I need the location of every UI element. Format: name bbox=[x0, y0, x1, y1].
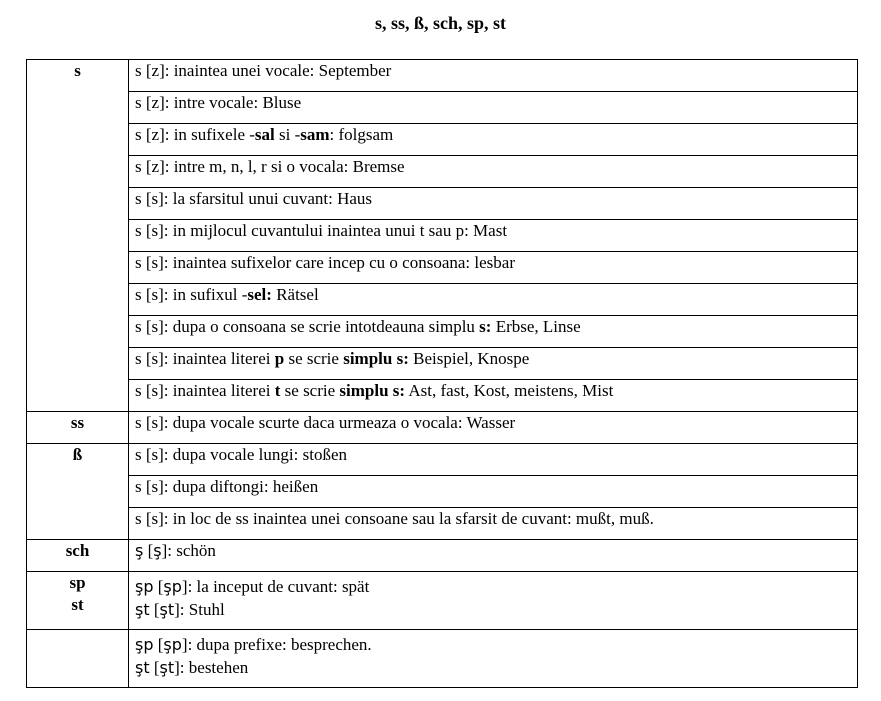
letter-key: ß bbox=[72, 445, 83, 464]
rule-description bbox=[129, 220, 858, 252]
table-row bbox=[27, 252, 858, 284]
rule-line bbox=[135, 575, 851, 598]
rule-description bbox=[129, 252, 858, 284]
text-segment: s [z]: intre m, n, l, r si o vocala: Bremse bbox=[135, 157, 405, 176]
table-row bbox=[27, 508, 858, 540]
rule-description bbox=[129, 412, 858, 444]
letter-key-cell bbox=[27, 572, 129, 630]
rule-line bbox=[135, 598, 851, 621]
table-row bbox=[27, 572, 858, 630]
bold-text: t bbox=[274, 381, 281, 400]
rule-line bbox=[135, 656, 851, 679]
phonetic-symbol: ş bbox=[135, 541, 144, 560]
text-segment: : folgsam bbox=[329, 125, 394, 144]
rule-description bbox=[129, 630, 858, 688]
phonetic-symbol: şp bbox=[135, 577, 154, 596]
bold-text: p bbox=[274, 349, 285, 368]
rule-description bbox=[129, 540, 858, 572]
table-row bbox=[27, 124, 858, 156]
text-segment: s [s]: in loc de ss inaintea unei consoane sau la sfarsit de cuvant: mußt, muß. bbox=[135, 509, 654, 528]
text-segment: s [s]: inaintea literei bbox=[135, 381, 275, 400]
rule-description bbox=[129, 444, 858, 476]
bold-text: sel: bbox=[247, 285, 272, 304]
text-segment: s [z]: inaintea unei vocale: September bbox=[135, 61, 392, 80]
rule-line bbox=[135, 633, 851, 656]
rule-description bbox=[129, 60, 858, 92]
text-segment: [ bbox=[149, 658, 160, 677]
table-row bbox=[27, 630, 858, 688]
text-segment: s [s]: dupa diftongi: heißen bbox=[135, 477, 319, 496]
rule-description bbox=[129, 508, 858, 540]
text-segment: ]: Stuhl bbox=[174, 600, 225, 619]
phonetic-symbol: şt bbox=[159, 658, 175, 677]
letter-key: sp bbox=[69, 573, 86, 592]
text-segment: [ bbox=[153, 635, 164, 654]
bold-text: simplu s: bbox=[343, 349, 409, 368]
text-segment: Beispiel, Knospe bbox=[408, 349, 530, 368]
rule-description bbox=[129, 476, 858, 508]
rule-description bbox=[129, 124, 858, 156]
table-row bbox=[27, 476, 858, 508]
letter-key: s bbox=[74, 61, 81, 80]
table-row bbox=[27, 92, 858, 124]
text-segment: ]: bestehen bbox=[174, 658, 249, 677]
letter-key-cell bbox=[27, 630, 129, 688]
text-segment: s [s]: inaintea literei bbox=[135, 349, 275, 368]
bold-text: simplu s: bbox=[339, 381, 406, 400]
pronunciation-rules-table bbox=[26, 59, 858, 688]
text-segment: s [s]: in sufixul - bbox=[135, 285, 248, 304]
phonetic-symbol: şp bbox=[163, 635, 182, 654]
rule-description bbox=[129, 284, 858, 316]
rule-description bbox=[129, 188, 858, 220]
letter-key: st bbox=[71, 595, 84, 614]
text-segment: s [s]: inaintea sufixelor care incep cu o consoana: lesbar bbox=[135, 253, 515, 272]
table-row bbox=[27, 380, 858, 412]
rule-description bbox=[129, 572, 858, 630]
table-row bbox=[27, 284, 858, 316]
phonetic-symbol: şt bbox=[159, 600, 175, 619]
letter-key-cell bbox=[27, 412, 129, 444]
text-segment: Erbse, Linse bbox=[491, 317, 581, 336]
table-row bbox=[27, 316, 858, 348]
phonetic-symbol: ş bbox=[153, 541, 162, 560]
table-row bbox=[27, 220, 858, 252]
phonetic-symbol: şt bbox=[135, 600, 150, 619]
table-row bbox=[27, 444, 858, 476]
text-segment: [ bbox=[143, 541, 154, 560]
bold-text: s: bbox=[479, 317, 492, 336]
phonetic-symbol: şp bbox=[135, 635, 154, 654]
text-segment: Ast, fast, Kost, meistens, Mist bbox=[405, 381, 614, 400]
text-segment: s [z]: intre vocale: Bluse bbox=[135, 93, 302, 112]
phonetic-symbol: şp bbox=[163, 577, 182, 596]
table-row bbox=[27, 540, 858, 572]
text-segment: s [s]: dupa vocale lungi: stoßen bbox=[135, 445, 347, 464]
table-row bbox=[27, 60, 858, 92]
phonetic-symbol: şt bbox=[135, 658, 150, 677]
bold-text: sal bbox=[254, 125, 275, 144]
letter-key-cell bbox=[27, 60, 129, 412]
text-segment: s [z]: in sufixele - bbox=[135, 125, 255, 144]
rules-table-body bbox=[27, 60, 858, 688]
table-row bbox=[27, 348, 858, 380]
rule-description bbox=[129, 348, 858, 380]
text-segment: [ bbox=[153, 577, 164, 596]
text-segment: s [s]: dupa vocale scurte daca urmeaza o vocala: Wasser bbox=[135, 413, 516, 432]
text-segment: s [s]: dupa o consoana se scrie intotdeauna simplu bbox=[135, 317, 480, 336]
letter-key-cell bbox=[27, 444, 129, 540]
rule-description bbox=[129, 316, 858, 348]
text-segment: [ bbox=[149, 600, 160, 619]
text-segment: ]: la inceput de cuvant: spät bbox=[181, 577, 370, 596]
text-segment: si - bbox=[274, 125, 301, 144]
rule-description bbox=[129, 380, 858, 412]
page-title: s, ss, ß, sch, sp, st bbox=[374, 13, 507, 33]
text-segment: se scrie bbox=[284, 349, 344, 368]
table-row bbox=[27, 188, 858, 220]
text-segment: se scrie bbox=[280, 381, 340, 400]
table-row bbox=[27, 156, 858, 188]
text-segment: Rätsel bbox=[271, 285, 319, 304]
text-segment: s [s]: in mijlocul cuvantului inaintea unui t sau p: Mast bbox=[135, 221, 508, 240]
table-row bbox=[27, 412, 858, 444]
rule-description bbox=[129, 156, 858, 188]
text-segment: ]: schön bbox=[161, 541, 216, 560]
text-segment: s [s]: la sfarsitul unui cuvant: Haus bbox=[135, 189, 373, 208]
letter-key-cell bbox=[27, 540, 129, 572]
letter-key: sch bbox=[65, 541, 90, 560]
bold-text: sam bbox=[300, 125, 330, 144]
text-segment: ]: dupa prefixe: besprechen. bbox=[181, 635, 372, 654]
letter-key: ss bbox=[70, 413, 85, 432]
rule-description bbox=[129, 92, 858, 124]
